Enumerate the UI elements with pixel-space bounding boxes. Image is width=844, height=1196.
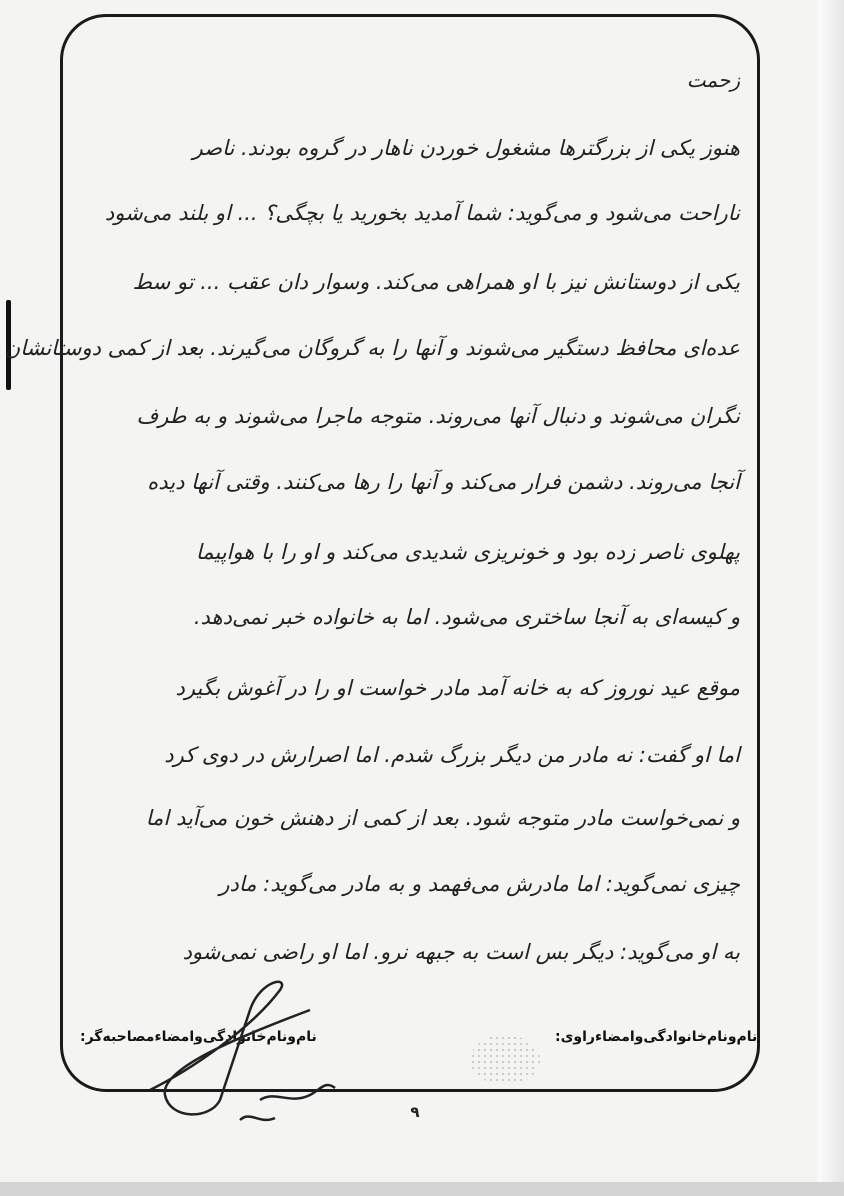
handwritten-line-9: موقع عید نوروز که به خانه آمد مادر خواست او را در آغوش بگیرد [175, 676, 740, 700]
handwritten-line-2: ناراحت می‌شود و می‌گوید: شما آمدید بخورید یا بچگی؟ ... او بلند می‌شود [104, 201, 740, 225]
scan-edge-bottom [0, 1182, 844, 1196]
handwritten-line-6: آنجا می‌روند. دشمن فرار می‌کند و آنها را رها می‌کنند. وقتی آنها دیده [147, 470, 740, 494]
handwritten-line-5: نگران می‌شوند و دنبال آنها می‌روند. متوجه ماجرا می‌شوند و به طرف [136, 404, 740, 428]
handwritten-line-11: و نمی‌خواست مادر متوجه شود. بعد از کمی از دهنش خون می‌آید اما [145, 806, 740, 830]
handwritten-line-3: یکی از دوستانش نیز با او همراهی می‌کند. وسوار دان عقب ... تو سط [132, 270, 740, 294]
document-title: زحمت [686, 68, 740, 92]
faint-stamp [470, 1035, 540, 1085]
narrator-signature-label: نام‌ونام‌خانوادگی‌وامضاءراوی: [555, 1029, 758, 1045]
handwritten-line-1: هنوز یکی از بزرگترها مشغول خوردن ناهار در گروه بودند. ناصر [192, 136, 740, 160]
handwritten-line-12: چیزی نمی‌گوید: اما مادرش می‌فهمد و به مادر می‌گوید: مادر [219, 872, 740, 896]
handwritten-line-7: پهلوی ناصر زده بود و خونریزی شدیدی می‌کند و او را با هواپیما [195, 540, 740, 564]
page-number: ۹ [410, 1103, 420, 1121]
handwritten-line-4: عده‌ای محافظ دستگیر می‌شوند و آنها را به گروگان می‌گیرند. بعد از کمی دوستانشان [4, 336, 740, 360]
handwritten-line-10: اما او گفت: نه مادر من دیگر بزرگ شدم. اما اصرارش در دوی کرد [164, 743, 740, 767]
handwritten-line-13: به او می‌گوید: دیگر بس است به جبهه نرو. اما او راضی نمی‌شود [182, 940, 740, 964]
interviewer-signature-label: نام‌ونام‌خانوادگی‌وامضاءمصاحبه‌گر: [80, 1029, 317, 1045]
scan-edge-right [818, 0, 844, 1196]
handwritten-line-8: و کیسه‌ای به آنجا ساختری می‌شود. اما به خانواده خبر نمی‌دهد. [193, 605, 740, 629]
handwritten-signature [110, 970, 370, 1130]
